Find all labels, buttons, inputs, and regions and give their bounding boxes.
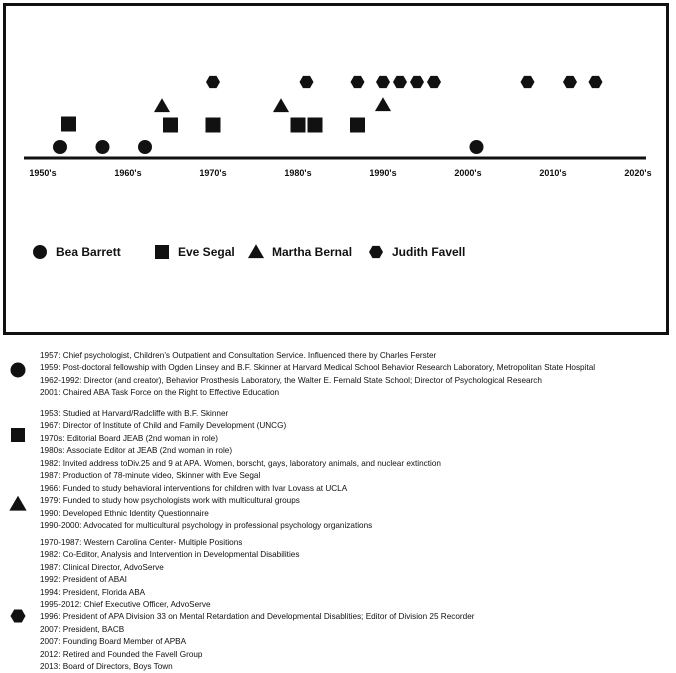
bio-line: 1970s: Editorial Board JEAB (2nd woman in role) xyxy=(40,433,218,443)
timeline-marker-hexagon xyxy=(300,76,314,88)
bio-line: 1953: Studied at Harvard/Radcliffe with B.F. Skinner xyxy=(40,409,229,418)
bio-line: 1987: Production of 78-minute video, Skinner with Eve Segal xyxy=(40,471,261,481)
bio-line: 1990: Developed Ethnic Identity Questionnaire xyxy=(40,508,209,518)
timeline-marker-hexagon xyxy=(410,76,424,88)
tick-label: 1960's xyxy=(114,168,142,178)
timeline-marker-square xyxy=(61,117,76,132)
bio-line: 1959: Post-doctoral fellowship with Ogden Linsey and B.F. Skinner at Harvard Medical School Behavior Research Laboratory, Metropolitan State Hospital xyxy=(40,363,596,373)
timeline-marker-triangle xyxy=(273,98,289,112)
timeline-marker-hexagon xyxy=(376,76,390,88)
tick-label: 1980's xyxy=(284,168,312,178)
timeline-marker-hexagon xyxy=(206,76,220,88)
legend-circle-icon xyxy=(33,245,47,259)
timeline-marker-hexagon xyxy=(393,76,407,88)
timeline-marker-hexagon xyxy=(351,76,365,88)
bio-line: 1982: Co-Editor, Analysis and Intervention in Developmental Disabilities xyxy=(40,550,300,560)
tick-label: 1990's xyxy=(369,168,397,178)
legend-item xyxy=(33,245,121,259)
timeline-chart xyxy=(6,6,666,332)
tick-label: 1950's xyxy=(29,168,57,178)
triangle-icon xyxy=(9,495,27,513)
legend-item xyxy=(248,244,352,259)
timeline-marker-square xyxy=(206,118,221,133)
timeline-marker-square xyxy=(308,118,323,133)
bio-line: 1967: Director of Institute of Child and Family Development (UNCG) xyxy=(40,421,287,431)
legend-label: Martha Bernal xyxy=(272,245,353,259)
legend-hexagon-icon xyxy=(369,246,383,258)
tick-label: 2020's xyxy=(624,168,652,178)
square-icon xyxy=(9,426,27,444)
legend-label: Judith Favell xyxy=(392,245,466,259)
bio-line: 1970-1987: Western Carolina Center- Multiple Positions xyxy=(40,538,243,547)
legend-item xyxy=(155,245,235,259)
timeline-marker-circle xyxy=(96,140,110,154)
circle-icon xyxy=(9,361,27,379)
timeline-marker-hexagon xyxy=(563,76,577,88)
tick-label: 2000's xyxy=(454,168,482,178)
tick-label: 1970's xyxy=(199,168,227,178)
bio-line: 2012: Retired and Founded the Favell Group xyxy=(40,649,203,659)
bio-line: 2007: President, BACB xyxy=(40,624,125,634)
timeline-marker-triangle xyxy=(154,98,170,112)
bio-line: 1957: Chief psychologist, Children’s Outpatient and Consultation Service. Influenced there by Charles Ferster xyxy=(40,351,437,360)
bio-line: 1995-2012: Chief Executive Officer, AdvoServe xyxy=(40,600,211,610)
legend-item xyxy=(369,245,465,259)
legend-label: Eve Segal xyxy=(178,245,235,259)
timeline-marker-hexagon xyxy=(427,76,441,88)
bio-line: 1994: President, Florida ABA xyxy=(40,587,146,597)
bio-line: 1962-1992: Director (and creator), Behavior Prosthesis Laboratory, the Walter E. Fernald State School; Director of Psychological Research xyxy=(40,375,542,385)
legend-label: Bea Barrett xyxy=(56,245,121,259)
timeline-marker-circle xyxy=(53,140,67,154)
timeline-marker-triangle xyxy=(375,97,391,111)
bio-line: 1992: President of ABAI xyxy=(40,575,127,585)
timeline-marker-square xyxy=(163,118,178,133)
bio-line: 2007: Founding Board Member of APBA xyxy=(40,637,187,647)
legend-triangle-icon xyxy=(248,244,264,258)
timeline-marker-square xyxy=(291,118,306,133)
bio-line: 1990-2000: Advocated for multicultural psychology in professional psychology organizations xyxy=(40,521,373,531)
timeline-marker-hexagon xyxy=(521,76,535,88)
bio-line: 1987: Clinical Director, AdvoServe xyxy=(40,562,164,572)
bio-line: 2013: Board of Directors, Boys Town xyxy=(40,662,173,672)
bio-line: 1982: Invited address toDiv.25 and 9 at APA. Women, borscht, gays, laboratory animals, and nuclear extinction xyxy=(40,458,441,468)
tick-label: 2010's xyxy=(539,168,567,178)
bio-line: 2001: Chaired ABA Task Force on the Right to Effective Education xyxy=(40,388,280,398)
timeline-marker-circle xyxy=(138,140,152,154)
timeline-marker-square xyxy=(350,118,365,133)
bio-line: 1980s: Associate Editor at JEAB (2nd woman in role) xyxy=(40,446,233,456)
timeline-frame xyxy=(3,3,669,335)
legend-square-icon xyxy=(155,245,169,259)
bio-line: 1979: Funded to study how psychologists work with multicultural groups xyxy=(40,496,300,506)
hexagon-icon xyxy=(9,607,27,625)
bio-line: 1996: President of APA Division 33 on Mental Retardation and Developmental Disablities; Editor of Division 25 Recorder xyxy=(40,612,475,622)
bio-line: 1966: Funded to study behavioral interventions for children with Ivar Lovass at UCLA xyxy=(40,484,348,493)
timeline-marker-hexagon xyxy=(589,76,603,88)
timeline-marker-circle xyxy=(470,140,484,154)
